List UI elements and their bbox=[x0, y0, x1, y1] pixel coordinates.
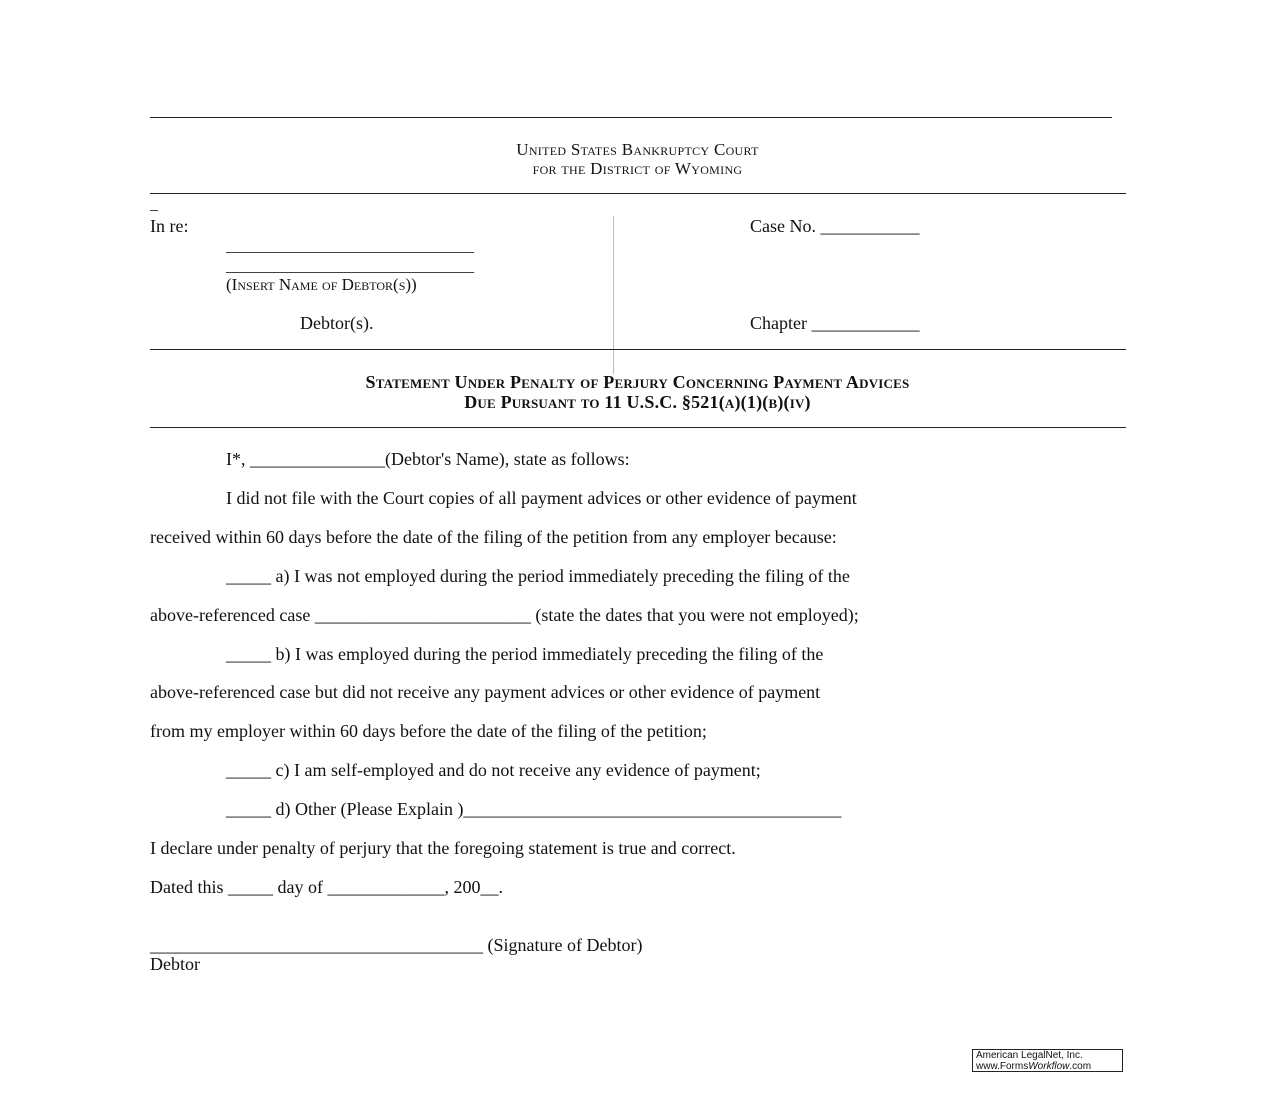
document-title-line1: Statement Under Penalty of Perjury Concerning Payment Advices bbox=[365, 372, 910, 392]
paragraph-1-line-2: received within 60 days before the date of the filing of the petition from any employer because: bbox=[150, 527, 837, 547]
signer-label: Debtor bbox=[150, 954, 200, 974]
signature-line: _____________________________________ (Signature of Debtor) bbox=[150, 935, 643, 955]
court-name-line2: for the District of Wyoming bbox=[532, 159, 743, 178]
court-name-line1: United States Bankruptcy Court bbox=[516, 140, 759, 159]
publisher-url-italic: Workflow bbox=[1028, 1060, 1070, 1072]
dated-line: Dated this _____ day of _____________, 200__. bbox=[150, 877, 503, 897]
top-rule bbox=[150, 117, 1112, 118]
publisher-url bbox=[976, 1062, 1122, 1073]
chapter-field: Chapter ____________ bbox=[750, 313, 920, 333]
option-a-line-2: above-referenced case ________________________ (state the dates that you were not employed); bbox=[150, 605, 859, 625]
caption-divider bbox=[613, 216, 614, 374]
debtor-name-line-2: _______________________________ bbox=[226, 258, 474, 275]
caption-top-rule bbox=[150, 193, 1126, 194]
document-title-line2: Due Pursuant to 11 U.S.C. §521(a)(1)(b)(iv) bbox=[464, 392, 811, 412]
declaration-statement: I declare under penalty of perjury that the foregoing statement is true and correct. bbox=[150, 838, 736, 858]
debtors-label: Debtor(s). bbox=[300, 313, 374, 333]
option-d: _____ d) Other (Please Explain )__________________________________________ bbox=[226, 799, 842, 819]
publisher-stamp bbox=[972, 1049, 1123, 1072]
option-c: _____ c) I am self-employed and do not receive any evidence of payment; bbox=[226, 760, 761, 780]
in-re-label: In re: bbox=[150, 216, 189, 236]
option-b-line-1: _____ b) I was employed during the period immediately preceding the filing of the bbox=[226, 644, 824, 664]
publisher-url-suffix: .com bbox=[1069, 1060, 1092, 1072]
caption-bottom-rule bbox=[150, 349, 1126, 350]
option-a-line-1: _____ a) I was not employed during the period immediately preceding the filing of the bbox=[226, 566, 850, 586]
publisher-name: American LegalNet, Inc. bbox=[976, 1050, 1083, 1061]
paragraph-1-line-1: I did not file with the Court copies of all payment advices or other evidence of payment bbox=[226, 488, 857, 508]
title-bottom-rule bbox=[150, 427, 1126, 428]
intro-statement: I*, _______________(Debtor's Name), state as follows: bbox=[226, 449, 630, 469]
stray-underscore: _ bbox=[150, 196, 158, 213]
debtor-name-line-1: _______________________________ bbox=[226, 238, 474, 255]
case-number-field: Case No. ___________ bbox=[750, 216, 920, 236]
publisher-url-prefix: www.Forms bbox=[976, 1060, 1029, 1072]
option-b-line-3: from my employer within 60 days before the date of the filing of the petition; bbox=[150, 721, 707, 741]
option-b-line-2: above-referenced case but did not receive any payment advices or other evidence of payment bbox=[150, 682, 821, 702]
insert-name-label: (Insert Name of Debtor(s)) bbox=[226, 275, 417, 294]
